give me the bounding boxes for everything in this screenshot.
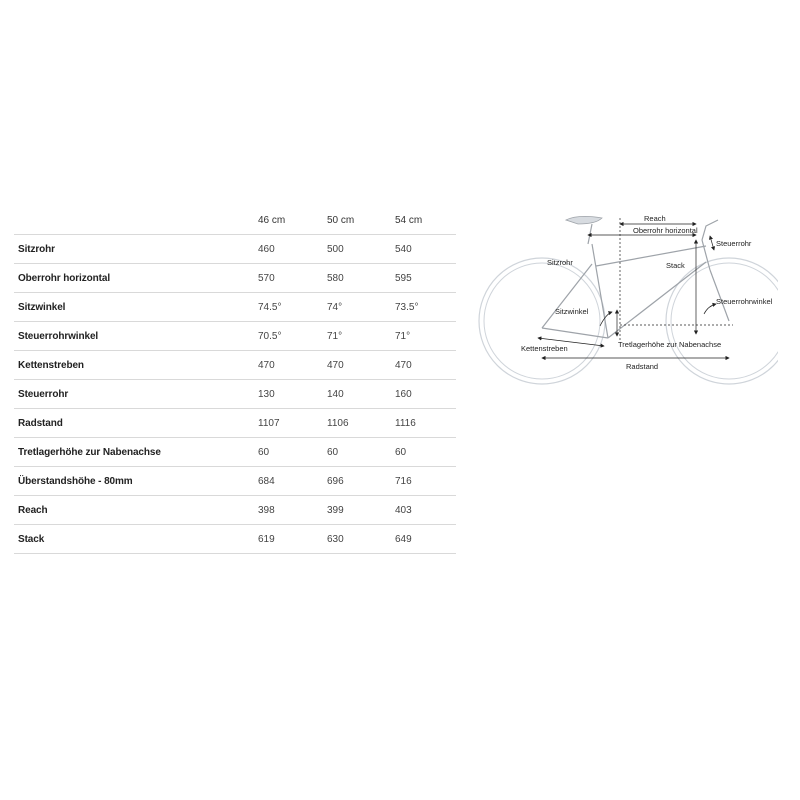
table-row: [14, 437, 456, 466]
cell-value: 470: [258, 360, 275, 371]
label-wheelbase: Radstand: [626, 362, 659, 371]
size-header: 54 cm: [395, 215, 423, 226]
size-header: 50 cm: [327, 215, 355, 226]
cell-value: 74°: [327, 302, 343, 313]
measurement-lines: [538, 218, 733, 358]
cell-value: 1107: [258, 418, 280, 429]
table-row: [14, 321, 456, 350]
label-stack: Stack: [666, 261, 685, 270]
cell-value: 160: [395, 389, 412, 400]
front-wheel: [666, 258, 778, 384]
cell-value: 140: [327, 389, 344, 400]
label-chainstays: Kettenstreben: [521, 344, 568, 353]
bike-drawing: [478, 206, 778, 386]
table-row: [14, 524, 456, 553]
cell-value: 460: [258, 244, 275, 255]
cell-value: 649: [395, 534, 412, 545]
cell-value: 470: [395, 360, 412, 371]
cell-value: 684: [258, 476, 275, 487]
cell-value: 74.5°: [258, 302, 282, 313]
row-label: Tretlagerhöhe zur Nabenachse: [18, 447, 161, 458]
cell-value: 60: [395, 447, 407, 458]
cell-value: 70.5°: [258, 331, 282, 342]
row-label: Sitzwinkel: [18, 302, 66, 313]
cell-value: 403: [395, 505, 412, 516]
table-row: [14, 263, 456, 292]
saddle-icon: [566, 216, 602, 224]
cell-value: 60: [327, 447, 339, 458]
label-seat-angle: Sitzwinkel: [555, 307, 589, 316]
table-row: [14, 466, 456, 495]
label-head-angle: Steuerrohrwinkel: [716, 297, 773, 306]
cell-value: 570: [258, 273, 275, 284]
cell-value: 470: [327, 360, 344, 371]
table-row: [14, 408, 456, 437]
cell-value: 696: [327, 476, 344, 487]
cell-value: 540: [395, 244, 412, 255]
table-row: [14, 234, 456, 263]
cell-value: 398: [258, 505, 275, 516]
cell-value: 60: [258, 447, 270, 458]
row-label: Oberrohr horizontal: [18, 273, 110, 284]
label-head-tube: Steuerrohr: [716, 239, 752, 248]
geometry-table: [14, 208, 456, 554]
row-label: Steuerrohr: [18, 389, 69, 400]
label-reach: Reach: [644, 214, 666, 223]
bike-geometry-diagram: [478, 206, 778, 386]
row-label: Überstandshöhe - 80mm: [18, 476, 133, 487]
row-label: Sitzrohr: [18, 244, 55, 255]
row-label: Radstand: [18, 418, 63, 429]
label-top-tube: Oberrohr horizontal: [633, 226, 698, 235]
rear-wheel: [479, 258, 605, 384]
cell-value: 73.5°: [395, 302, 419, 313]
size-header: 46 cm: [258, 215, 286, 226]
row-label: Steuerrohrwinkel: [18, 331, 99, 342]
cell-value: 1106: [327, 418, 349, 429]
cell-value: 580: [327, 273, 344, 284]
cell-value: 71°: [327, 331, 343, 342]
table-bottom-rule: [14, 553, 456, 554]
bike-frame: [542, 220, 729, 338]
table-row: [14, 350, 456, 379]
table-header: [14, 208, 456, 234]
cell-value: 71°: [395, 331, 411, 342]
row-label: Kettenstreben: [18, 360, 84, 371]
cell-value: 130: [258, 389, 275, 400]
table-row: [14, 495, 456, 524]
table-row: [14, 379, 456, 408]
label-bb-drop: Tretlagerhöhe zur Nabenachse: [618, 340, 722, 349]
label-seat-tube: Sitzrohr: [547, 258, 573, 267]
row-label: Stack: [18, 534, 45, 545]
cell-value: 630: [327, 534, 344, 545]
cell-value: 399: [327, 505, 344, 516]
cell-value: 500: [327, 244, 344, 255]
cell-value: 595: [395, 273, 412, 284]
cell-value: 619: [258, 534, 275, 545]
table-row: [14, 292, 456, 321]
row-label: Reach: [18, 505, 48, 516]
cell-value: 716: [395, 476, 412, 487]
cell-value: 1116: [395, 418, 416, 429]
